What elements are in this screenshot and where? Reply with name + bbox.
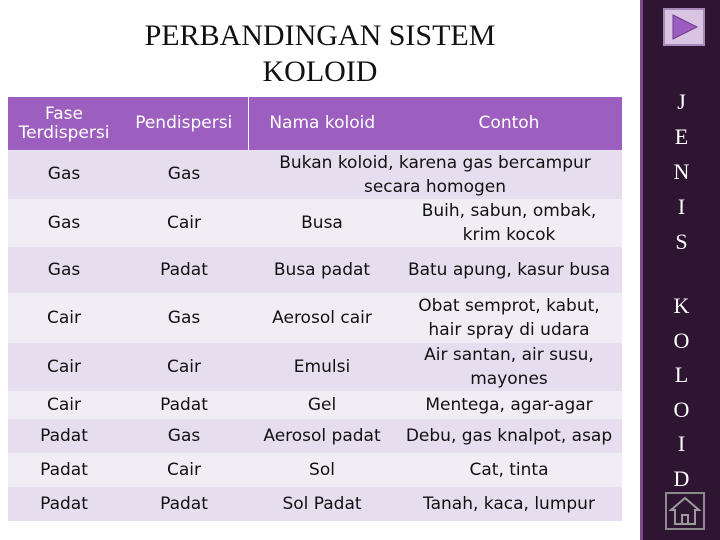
cell-fase: Gas: [8, 247, 120, 293]
next-slide-button[interactable]: [663, 8, 705, 46]
title-line-2: KOLOID: [262, 55, 378, 88]
cell-nama: Busa padat: [248, 247, 396, 293]
header-fase-line2: Terdispersi: [18, 122, 110, 143]
vertical-letter: L: [674, 362, 689, 387]
cell-fase: Padat: [8, 419, 120, 453]
cell-fase: Gas: [8, 199, 120, 247]
cell-fase: Cair: [8, 343, 120, 391]
cell-nama: Busa: [248, 199, 396, 247]
vertical-letter: O: [673, 327, 690, 353]
cell-contoh-line2: mayones: [470, 369, 548, 389]
cell-contoh-line1: Obat semprot, kabut,: [418, 296, 600, 316]
header-contoh: Contoh: [396, 97, 622, 150]
cell-contoh: Cat, tinta: [396, 453, 622, 487]
cell-pendispersi: Gas: [120, 293, 248, 343]
cell-note-line2: secara homogen: [363, 176, 507, 197]
sidebar-panel: [640, 0, 720, 540]
cell-contoh-line2: krim kocok: [462, 225, 556, 245]
cell-pendispersi: Cair: [120, 343, 248, 391]
cell-nama: Aerosol cair: [248, 293, 396, 343]
vertical-letter: D: [673, 465, 690, 491]
table-row: [8, 293, 622, 343]
cell-nama: Gel: [248, 391, 396, 419]
cell-fase: Padat: [8, 487, 120, 521]
vertical-label-jenis: [643, 84, 720, 259]
cell-contoh: [396, 199, 622, 247]
title-line-1: PERBANDINGAN SISTEM: [144, 19, 496, 52]
table-row: [8, 453, 622, 487]
cell-pendispersi: Cair: [120, 453, 248, 487]
cell-pendispersi: Padat: [120, 487, 248, 521]
table-row: [8, 419, 622, 453]
vertical-letter: I: [677, 431, 686, 456]
cell-contoh: Tanah, kaca, lumpur: [396, 487, 622, 521]
home-icon: [665, 492, 705, 530]
cell-nama: Sol: [248, 453, 396, 487]
header-pendispersi: Pendispersi: [120, 97, 248, 150]
vertical-letter: K: [673, 293, 690, 318]
header-fase-line1: Fase: [45, 103, 83, 124]
cell-fase: Cair: [8, 391, 120, 419]
cell-contoh: Debu, gas knalpot, asap: [396, 419, 622, 453]
cell-contoh: [396, 293, 622, 343]
table-row: [8, 199, 622, 247]
vertical-label-koloid: [643, 289, 720, 496]
vertical-letter: I: [677, 194, 686, 219]
cell-nama-contoh-merged: [248, 150, 622, 199]
cell-pendispersi: Padat: [120, 391, 248, 419]
colloid-comparison-table: [8, 97, 622, 521]
cell-pendispersi: Gas: [120, 419, 248, 453]
cell-fase: Gas: [8, 150, 120, 199]
vertical-letter: S: [675, 229, 688, 254]
cell-contoh-line1: Air santan, air susu,: [424, 345, 594, 365]
cell-pendispersi: Gas: [120, 150, 248, 199]
table-row: [8, 343, 622, 391]
table-header-row: [8, 97, 622, 150]
header-fase-terdispersi: [8, 97, 120, 150]
table-row: [8, 247, 622, 293]
home-button[interactable]: [665, 492, 705, 530]
cell-nama: Aerosol padat: [248, 419, 396, 453]
cell-nama: Sol Padat: [248, 487, 396, 521]
cell-pendispersi: Padat: [120, 247, 248, 293]
cell-contoh: Mentega, agar-agar: [396, 391, 622, 419]
table-row: [8, 150, 622, 199]
cell-fase: Padat: [8, 453, 120, 487]
cell-contoh: Batu apung, kasur busa: [396, 247, 622, 293]
cell-pendispersi: Cair: [120, 199, 248, 247]
table-row: [8, 391, 622, 419]
page-title: [120, 18, 520, 90]
table-row: [8, 487, 622, 521]
cell-nama: Emulsi: [248, 343, 396, 391]
vertical-letter: N: [673, 159, 690, 184]
vertical-letter: J: [677, 89, 686, 114]
cell-contoh-line2: hair spray di udara: [428, 320, 590, 340]
vertical-letter: E: [674, 124, 689, 149]
cell-contoh-line1: Buih, sabun, ombak,: [421, 201, 597, 221]
vertical-letter: O: [673, 396, 690, 422]
cell-fase: Cair: [8, 293, 120, 343]
cell-contoh: [396, 343, 622, 391]
cell-note-line1: Bukan koloid, karena gas bercampur: [279, 152, 591, 173]
play-triangle-icon: [671, 14, 699, 40]
header-nama-koloid: Nama koloid: [248, 97, 396, 150]
